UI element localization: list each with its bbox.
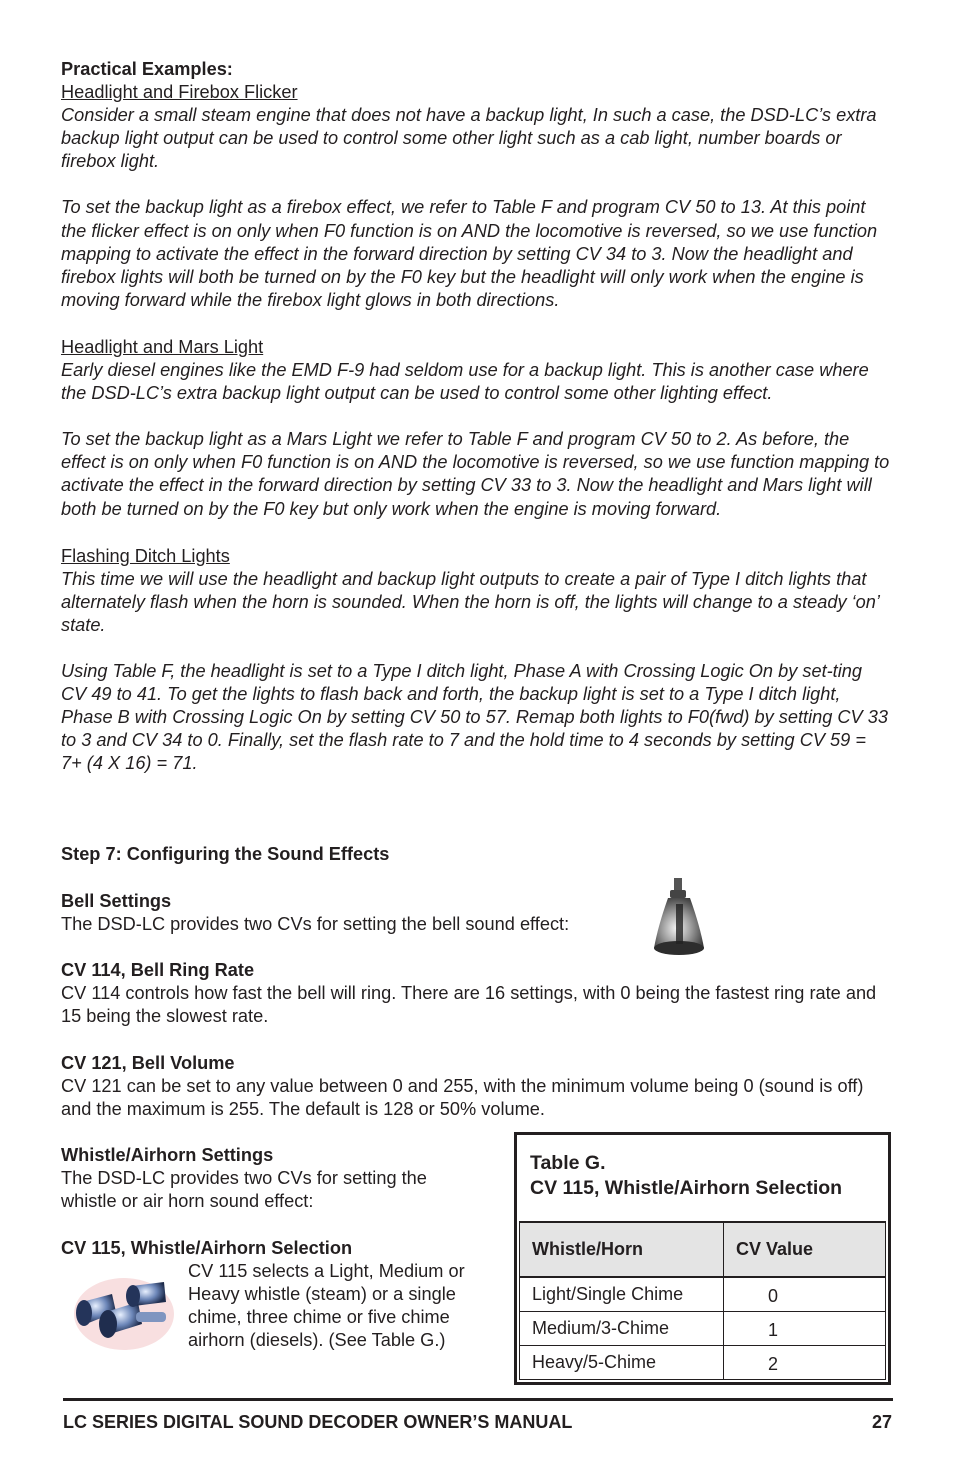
paragraph-firebox-setup: To set the backup light as a firebox effect, we refer to Table F and program CV 50 to 13. At this point the flicker effect is on only when F0 function is on AND the locomotive is reversed, so we use function mapping to activate the effect in the forward direction by setting CV 34 to 3. Now the headlight and firebox lights will both be turned on by the F0 key but the headlight will only work when the engine is moving forward while the firebox light glows in both directions. — [61, 197, 878, 310]
paragraph-ditch-setup: Using Table F, the headlight is set to a Type I ditch light, Phase A with Crossing Logic On by set-ting CV 49 to 41. To get the lights to flash back and forth, the backup light is set to a Type I ditch light, Phase B with Crossing Logic On by setting CV 50 to 57. Remap both lights to F0(fwd) by setting CV 33 to 3 and CV 34 to 0. Finally, set the flash rate to 7 and the hold time to 4 seconds by setting CV 59 = 7+ (4 X 16) = 71. — [61, 660, 888, 774]
table-g-title — [517, 1135, 888, 1219]
table-header-row — [520, 1222, 886, 1277]
table-row — [520, 1345, 886, 1379]
practical-examples-section — [61, 58, 891, 775]
paragraph-mars-setup: To set the backup light as a Mars Light we refer to Table F and program CV 50 to 2. As before, the effect is on only when F0 function is on AND the locomotive is reversed, so we use function mapping to activate the effect in the forward direction by setting CV 33 to 3. Now the headlight and Mars light will both be turned on by the F0 key but only work when the engine is moving forward. — [61, 429, 890, 519]
bell-settings-heading: Bell Settings — [61, 891, 172, 911]
table-row — [520, 1277, 886, 1311]
table-cell-name: Heavy/5-Chime — [520, 1345, 724, 1379]
table-cell-value: 0 — [724, 1277, 886, 1311]
cv121-text: CV 121 can be set to any value between 0 and 255, with the minimum volume being 0 (sound is off) and the maximum is 255. The default is 128 or 50% volume. — [61, 1076, 864, 1120]
table-cell-value: 1 — [724, 1311, 886, 1345]
cv115-text: CV 115 selects a Light, Medium or Heavy whistle (steam) or a single chime, three chime or five chime airhorn (diesels). (See Table G.) — [188, 1261, 465, 1351]
subheading-headlight-firebox: Headlight and Firebox Flicker — [61, 82, 298, 103]
table-cell-name: Light/Single Chime — [520, 1277, 724, 1311]
table-cell-name: Medium/3-Chime — [520, 1311, 724, 1345]
table-g — [514, 1132, 891, 1385]
whistle-settings-text: The DSD-LC provides two CVs for setting the whistle or air horn sound effect: — [61, 1168, 427, 1212]
cv114-heading: CV 114, Bell Ring Rate — [61, 960, 255, 980]
footer-divider — [63, 1398, 893, 1401]
bell-icon — [648, 876, 710, 960]
subheading-ditch-lights: Flashing Ditch Lights — [61, 545, 230, 566]
subheading-mars-light: Headlight and Mars Light — [61, 336, 264, 357]
table-g-title-line2: CV 115, Whistle/Airhorn Selection — [530, 1177, 843, 1199]
bell-settings-text: The DSD-LC provides two CVs for setting the bell sound effect: — [61, 914, 570, 934]
cv115-heading: CV 115, Whistle/Airhorn Selection — [61, 1238, 353, 1258]
whistle-settings-heading: Whistle/Airhorn Settings — [61, 1145, 274, 1165]
paragraph-ditch-intro: This time we will use the headlight and backup light outputs to create a pair of Type I ditch lights that alternately flash when the horn is sounded. When the horn is off, the lights will change to a steady ‘on’ state. — [61, 568, 879, 635]
table-cell-value: 2 — [724, 1345, 886, 1379]
practical-examples-heading: Practical Examples: — [61, 59, 233, 79]
paragraph-mars-intro: Early diesel engines like the EMD F-9 had seldom use for a backup light. This is another case where the DSD-LC’s extra backup light output can be used to control some other lighting effect. — [61, 360, 869, 404]
column-header-whistle-horn: Whistle/Horn — [520, 1222, 724, 1277]
column-header-cv-value: CV Value — [724, 1222, 886, 1277]
airhorn-icon — [72, 1272, 176, 1352]
page-number: 27 — [871, 1412, 892, 1432]
cv121-heading: CV 121, Bell Volume — [61, 1053, 235, 1073]
table-g-title-line1: Table G. — [530, 1152, 606, 1174]
table-row — [520, 1311, 886, 1345]
cv114-text: CV 114 controls how fast the bell will ring. There are 16 settings, with 0 being the fastest ring rate and 15 being the slowest rate. — [61, 983, 877, 1027]
paragraph-firebox-intro: Consider a small steam engine that does not have a backup light, In such a case, the DSD-LC’s extra backup light output can be used to control some other light such as a cab light, number boards or firebox light. — [61, 105, 877, 172]
step7-heading: Step 7: Configuring the Sound Effects — [61, 844, 390, 864]
footer-manual-title: LC SERIES DIGITAL SOUND DECODER OWNER’S MANUAL — [63, 1412, 573, 1432]
table-g-grid — [519, 1221, 886, 1380]
